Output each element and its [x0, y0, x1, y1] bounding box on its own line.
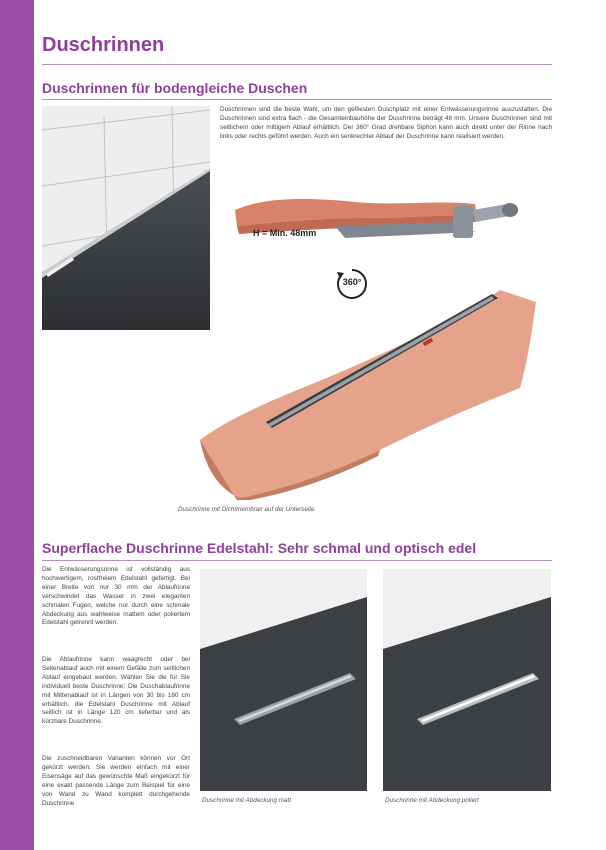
- sidebar-accent-bar: [0, 0, 34, 850]
- caption-poliert: Duschrinne mit Abdeckung poliert: [385, 797, 479, 804]
- photo-channel-poliert: [383, 569, 551, 791]
- caption-matt: Duschrinne mit Abdeckung matt: [202, 797, 292, 804]
- paragraph-installation: Die Ablaufrinne kann waagrecht oder bei Seitenablauf auch mit einem Gefälle zum seitlichen Ablauf eingebaut werden. Wählen Sie die für Sie individuell beste Duschrinne: Die Duschablaufrinne mit Mittenablauf ist in Längen von 30 bis 160 cm erhältlich, die Edelstahl Duschrinne mit Ablauf seitlich ist in Länge 120 cm lieferbar und als kürzbare Duschrinne.: [42, 656, 190, 726]
- photo-channel-matt: [200, 569, 367, 791]
- section-divider: [42, 99, 552, 100]
- paragraph-material: Die Entwässerungsrinne ist vollständig aus hochwertigem, rostfreiem Edelstahl gefertigt. Bei einer Breite von nur 30 mm der Ablaufrinne verschwindet das Wasser in zwei eleganten schmalen Fugen, welche nur durch eine schmale Abdeckung aus wahlweise mattem oder poliertem Edelstahl getrennt werden.: [42, 566, 190, 627]
- section-heading-bodengleich: Duschrinnen für bodengleiche Duschen: [42, 80, 308, 96]
- height-label: H = Min. 48mm: [253, 228, 317, 238]
- title-divider: [42, 64, 552, 65]
- caption-membrane: Duschrinne mit Dichtmembran auf der Unterseite: [178, 506, 315, 513]
- section-heading-edelstahl: Superflache Duschrinne Edelstahl: Sehr schmal und optisch edel: [42, 540, 477, 556]
- paragraph-cutting: Die zuschneidbaren Varianten können vor Ort gekürzt werden: Sie werden einfach mit einer Eisensäge auf das gewünschte Maß eingekürzt für eine exakt passende Länge zum Beispiel für eine von Wand zu Wand komplett durchgehende Duschrinne: [42, 755, 190, 807]
- section-divider-2: [42, 560, 552, 561]
- illustration-siphon-height: [225, 188, 535, 250]
- rotation-label: 360°: [342, 277, 362, 287]
- page-title: Duschrinnen: [42, 34, 165, 56]
- intro-paragraph: Duschrinnen sind die beste Wahl, um den gefliesten Duschplatz mit einer Entwässerungsrinne auszustatten. Die Duschrinnen sind extra flach - die Gesamteinbauhöhe der Duschrinne beträgt 48 mm. Unsere Duschrinnen sind mit seitlichem oder mittigem Ablauf erhältlich. Der 360° Grad drehbare Siphon kann auch direkt unter der Rinne nach links oder rechts geführt werden. Auch ein senkrechter Ablauf der Duschrinne kann realisiert werden.: [220, 106, 552, 140]
- illustration-membrane-channel: [180, 290, 555, 500]
